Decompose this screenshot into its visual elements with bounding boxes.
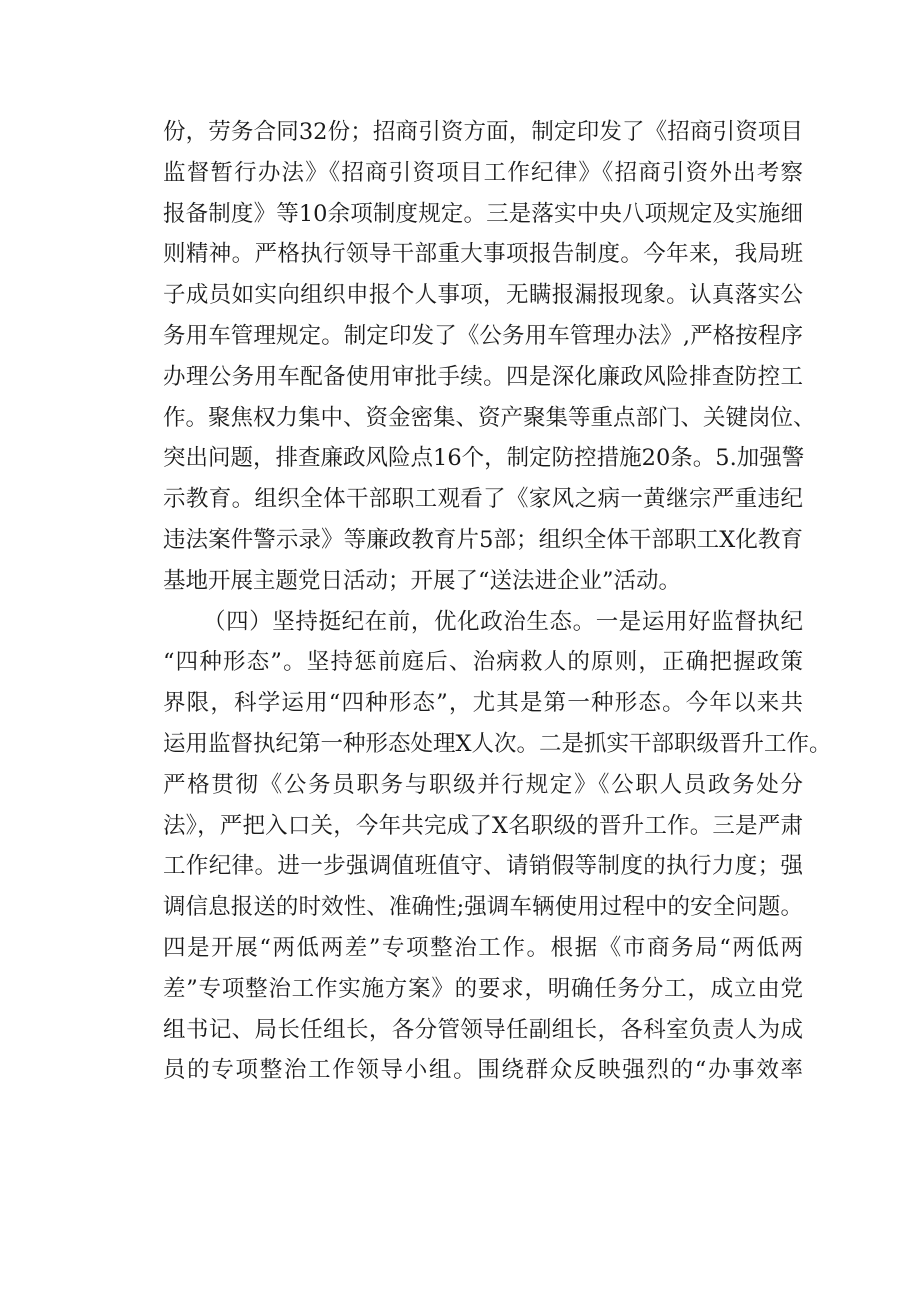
text-line-18: 法》，严把入口关，今年共完成了X名职级的晋升工作。三是严肃: [163, 812, 803, 839]
text-line-2: 监督暂行办法》《招商引资项目工作纪律》《招商引资外出考察: [163, 159, 803, 186]
text-line-11: 违法案件警示录》等廉政教育片5部；组织全体干部职工X化教育: [163, 526, 803, 553]
text-line-3: 报备制度》等10余项制度规定。三是落实中央八项规定及实施细: [163, 200, 803, 227]
text-line-13: （四）坚持挺纪在前，优化政治生态。一是运用好监督执纪: [203, 608, 803, 635]
text-line-12: 基地开展主题党日活动；开展了“送法进企业”活动。: [163, 567, 682, 594]
text-line-22: 差”专项整治工作实施方案》的要求，明确任务分工，成立由党: [163, 975, 803, 1002]
text-line-6: 务用车管理规定。制定印发了《公务用车管理办法》,严格按程序: [163, 322, 803, 349]
text-line-4: 则精神。严格执行领导干部重大事项报告制度。今年来，我局班: [163, 241, 803, 268]
text-line-14: “四种形态”。坚持惩前庭后、治病救人的原则，正确把握政策: [163, 649, 803, 676]
text-line-10: 示教育。组织全体干部职工观看了《家风之病一黄继宗严重违纪: [163, 486, 803, 513]
text-line-1: 份，劳务合同32份；招商引资方面，制定印发了《招商引资项目: [163, 119, 803, 145]
text-line-5: 子成员如实向组织申报个人事项，无瞒报漏报现象。认真落实公: [163, 282, 803, 309]
text-line-9: 突出问题，排查廉政风险点16个，制定防控措施20条。5.加强警: [163, 445, 805, 472]
text-line-17: 严格贯彻《公务员职务与职级并行规定》《公职人员政务处分: [163, 771, 803, 798]
text-line-23: 组书记、局长任组长，各分管领导任副组长，各科室负责人为成: [163, 1016, 803, 1043]
text-line-16: 运用监督执纪第一种形态处理X人次。二是抓实干部职级晋升工作。: [163, 730, 832, 757]
text-line-24: 员的专项整治工作领导小组。围绕群众反映强烈的“办事效率: [163, 1057, 803, 1084]
body-text: [163, 112, 832, 1091]
text-line-7: 办理公务用车配备使用审批手续。四是深化廉政风险排查防控工: [163, 363, 803, 390]
text-line-8: 作。聚焦权力集中、资金密集、资产聚集等重点部门、关键岗位、: [163, 404, 816, 431]
text-line-15: 界限，科学运用“四种形态”，尤其是第一种形态。今年以来共: [163, 690, 803, 717]
text-line-21: 四是开展“两低两差”专项整治工作。根据《市商务局“两低两: [163, 934, 803, 961]
text-line-20: 调信息报送的时效性、准确性;强调车辆使用过程中的安全问题。: [163, 894, 803, 921]
text-line-19: 工作纪律。进一步强调值班值守、请销假等制度的执行力度；强: [163, 853, 803, 880]
